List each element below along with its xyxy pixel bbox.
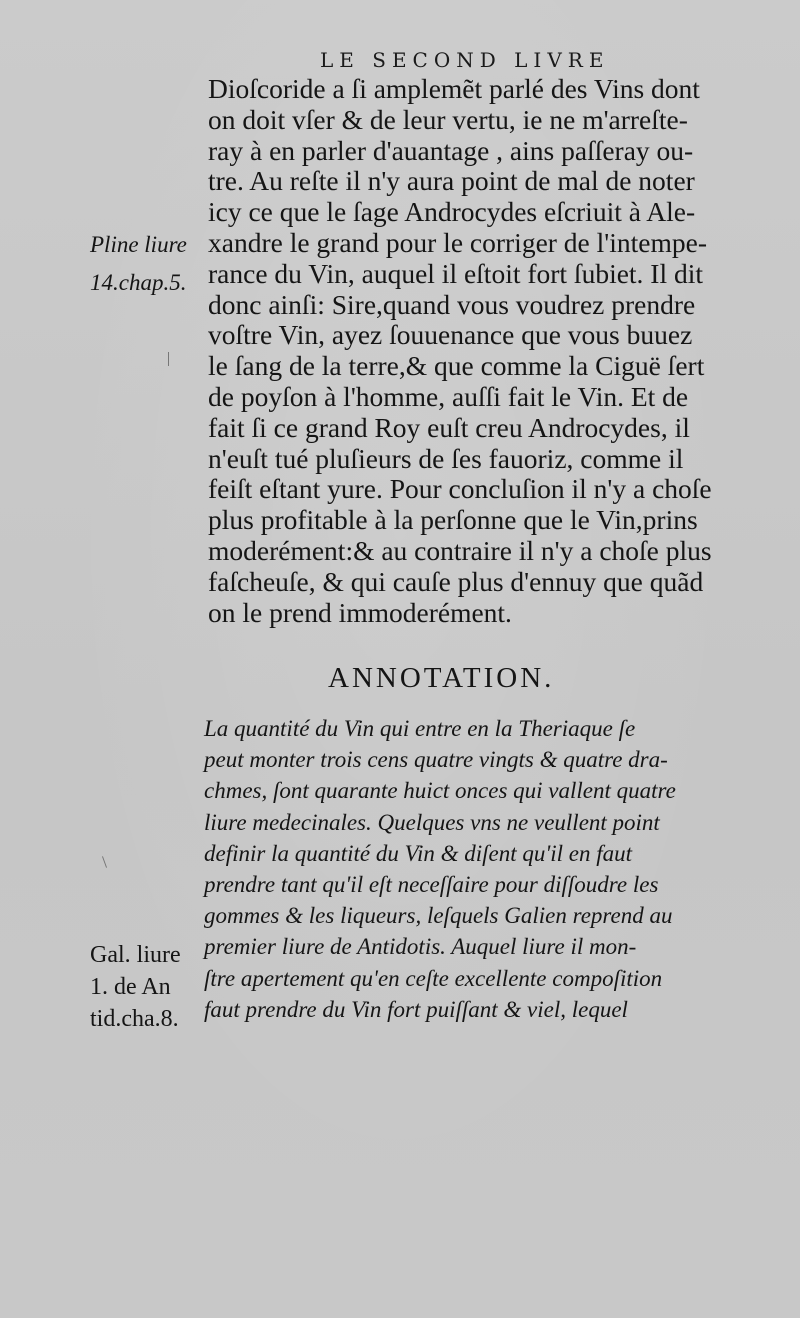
annotation-line: ſtre apertement qu'en ceſte excellente compoſition [204,965,663,991]
text-line: on le prend immoderément. [208,596,512,628]
annotation-line: faut prendre du Vin fort puiſſant & viel, lequel [204,996,628,1022]
text-line: voſtre Vin, ayez ſouuenance que vous buuez [208,319,693,351]
running-title: LE SECOND LIVRE [320,48,610,72]
text-line: ray à en parler d'auantage , ains paſſeray ou- [208,134,694,166]
text-line: icy ce que le ſage Androcydes eſcriuit à Ale- [208,196,696,228]
annotation-line: peut monter trois cens quatre vingts & quatre dra- [204,747,668,773]
text-line: on doit vſer & de leur vertu, ie ne m'arreſte- [208,103,688,135]
annotation-line: liure medecinales. Quelques vns ne veullent point [204,809,660,835]
text-line: le ſang de la terre,& que comme la Ciguë ſert [208,350,705,382]
text-line: de poyſon à l'homme, auſſi fait le Vin. Et de [208,380,689,412]
margin-note-pline-1: Pline liure [90,232,187,257]
text-line: xandre le grand pour le corriger de l'intempe- [208,226,707,258]
annotation-line: La quantité du Vin qui entre en la Theriaque ſe [204,716,636,741]
annotation-line: chmes, ſont quarante huict onces qui vallent quatre [204,778,676,804]
annotation-heading: ANNOTATION. [328,662,555,694]
annotation-paragraph [204,713,749,1025]
text-line: faſcheuſe, & qui cauſe plus d'ennuy que quãd [208,565,704,597]
margin-note-galen-3: tid.cha.8. [90,1006,179,1032]
annotation-line: prendre tant qu'il eſt neceſſaire pour diſſoudre les [204,871,659,897]
text-line: n'euſt tué pluſieurs de ſes fauoriz, comme il [208,442,684,474]
text-line: tre. Au reſte il n'y aura point de mal de noter [208,165,695,197]
text-line: plus profitable à la perſonne que le Vin,prins [208,504,698,536]
margin-note-galen-2: 1. de An [90,974,171,1000]
margin-note-galen-1: Gal. liure [90,942,181,968]
annotation-line: premier liure de Antidotis. Auquel liure il mon- [204,934,637,960]
annotation-line: gommes & les liqueurs, leſquels Galien reprend au [204,903,673,929]
ink-mark [168,352,169,366]
text-line: feiſt eſtant yure. Pour concluſion il n'y a choſe [208,473,712,505]
main-paragraph [208,74,746,628]
text-line: rance du Vin, auquel il eſtoit fort ſubiet. Il dit [208,257,704,289]
annotation-line: definir la quantité du Vin & diſent qu'il en faut [204,840,633,866]
ink-mark [102,856,107,868]
text-line: fait ſi ce grand Roy euſt creu Androcydes, il [208,411,690,443]
text-line: moderément:& au contraire il n'y a choſe plus [208,534,712,566]
margin-note-pline-2: 14.chap.5. [90,270,187,295]
text-line: donc ainſi: Sire,quand vous voudrez prendre [208,288,696,320]
text-line: Dioſcoride a ſi amplemẽt parlé des Vins dont [208,73,700,104]
